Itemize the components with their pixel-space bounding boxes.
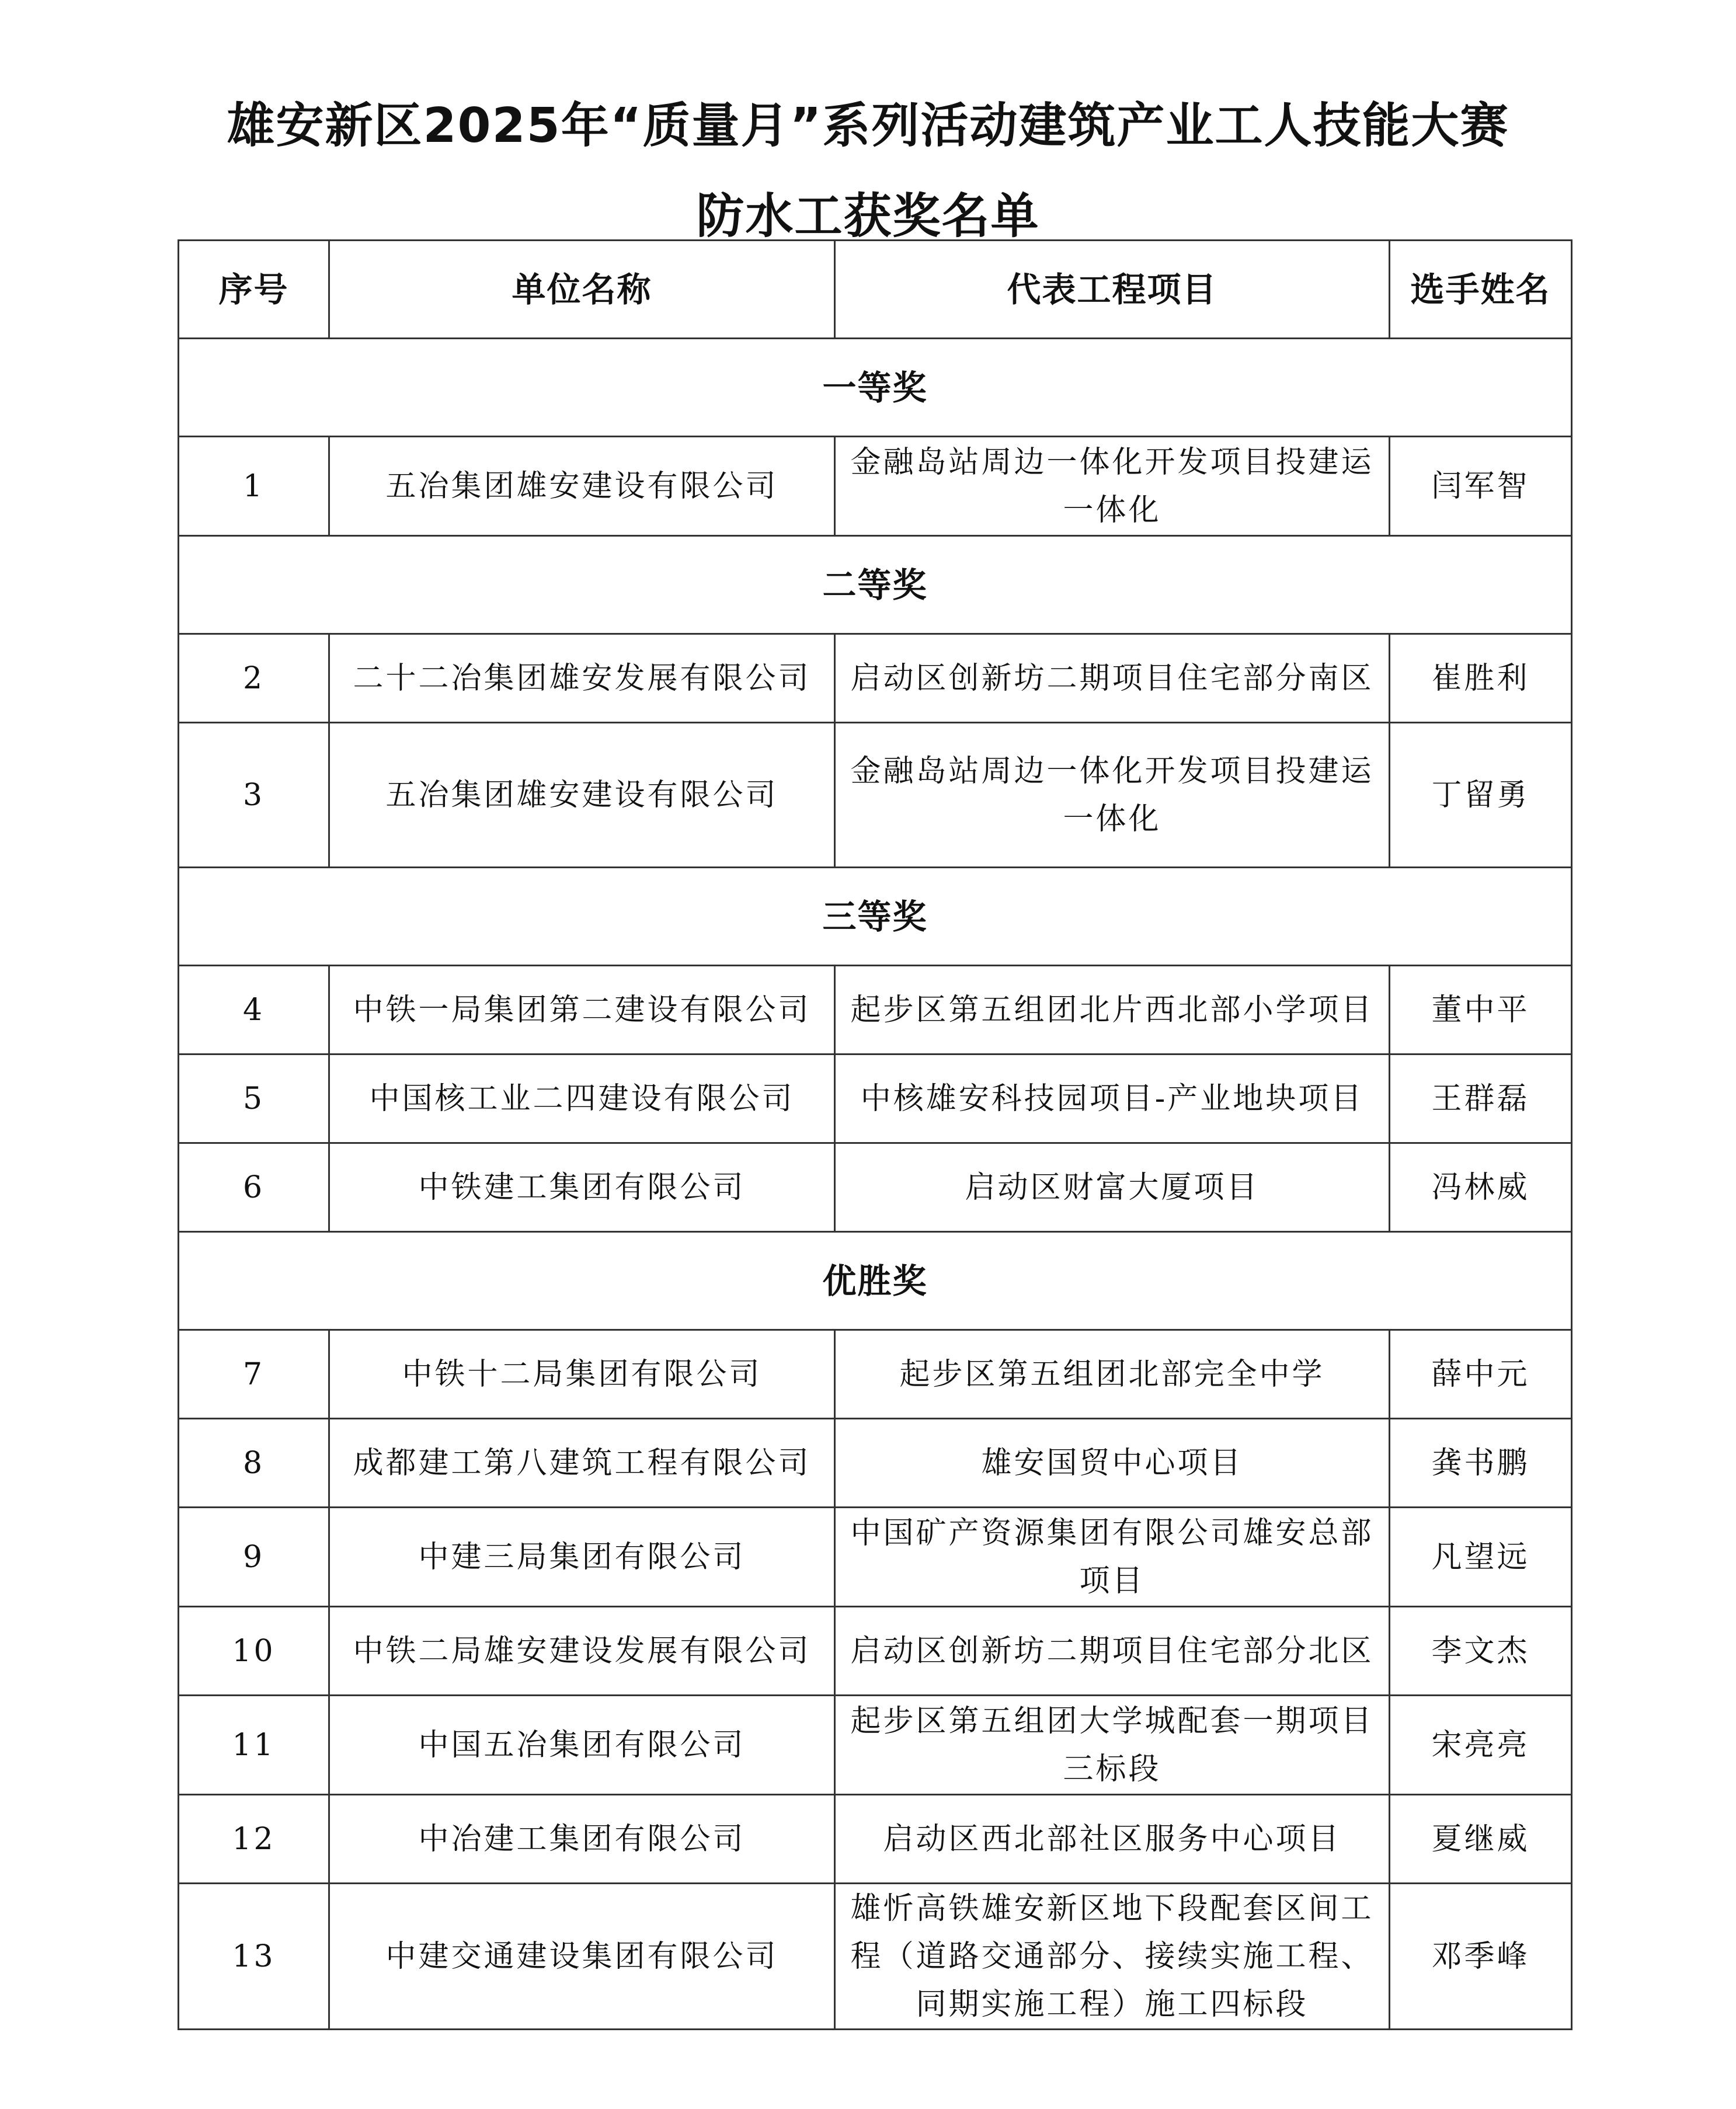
cell-project: 起步区第五组团大学城配套一期项目三标段 <box>835 1696 1390 1795</box>
cell-name: 冯林威 <box>1390 1143 1572 1232</box>
cell-project: 中核雄安科技园项目-产业地块项目 <box>835 1054 1390 1143</box>
cell-seq: 1 <box>179 437 329 536</box>
cell-seq: 10 <box>179 1607 329 1696</box>
cell-project: 启动区创新坊二期项目住宅部分北区 <box>835 1607 1390 1696</box>
table-row <box>179 723 1572 868</box>
section-label: 优胜奖 <box>179 1232 1572 1330</box>
cell-seq: 9 <box>179 1508 329 1607</box>
section-label: 一等奖 <box>179 339 1572 437</box>
section-row-third-prize <box>179 868 1572 966</box>
cell-seq: 7 <box>179 1330 329 1419</box>
table-row <box>179 634 1572 723</box>
cell-project: 中国矿产资源集团有限公司雄安总部项目 <box>835 1508 1390 1607</box>
table-row <box>179 1795 1572 1884</box>
cell-unit: 中铁十二局集团有限公司 <box>329 1330 835 1419</box>
cell-seq: 8 <box>179 1419 329 1508</box>
cell-unit: 二十二冶集团雄安发展有限公司 <box>329 634 835 723</box>
section-row-first-prize <box>179 339 1572 437</box>
table-row <box>179 1054 1572 1143</box>
cell-project: 金融岛站周边一体化开发项目投建运一体化 <box>835 723 1390 868</box>
cell-seq: 13 <box>179 1884 329 2030</box>
table-row <box>179 1330 1572 1419</box>
header-name: 选手姓名 <box>1390 241 1572 339</box>
table-row <box>179 1607 1572 1696</box>
table-row <box>179 1508 1572 1607</box>
cell-seq: 5 <box>179 1054 329 1143</box>
header-unit: 单位名称 <box>329 241 835 339</box>
header-project: 代表工程项目 <box>835 241 1390 339</box>
cell-seq: 4 <box>179 966 329 1054</box>
cell-project: 起步区第五组团北片西北部小学项目 <box>835 966 1390 1054</box>
cell-name: 邓季峰 <box>1390 1884 1572 2030</box>
cell-project: 启动区财富大厦项目 <box>835 1143 1390 1232</box>
section-label: 二等奖 <box>179 536 1572 634</box>
cell-name: 凡望远 <box>1390 1508 1572 1607</box>
cell-project: 启动区西北部社区服务中心项目 <box>835 1795 1390 1884</box>
section-row-merit-prize <box>179 1232 1572 1330</box>
header-seq: 序号 <box>179 241 329 339</box>
cell-name: 董中平 <box>1390 966 1572 1054</box>
cell-name: 龚书鹏 <box>1390 1419 1572 1508</box>
cell-unit: 中国五冶集团有限公司 <box>329 1696 835 1795</box>
table-header-row <box>179 241 1572 339</box>
cell-seq: 11 <box>179 1696 329 1795</box>
cell-project: 金融岛站周边一体化开发项目投建运一体化 <box>835 437 1390 536</box>
table-row <box>179 437 1572 536</box>
cell-unit: 五冶集团雄安建设有限公司 <box>329 437 835 536</box>
cell-name: 闫军智 <box>1390 437 1572 536</box>
cell-unit: 中国核工业二四建设有限公司 <box>329 1054 835 1143</box>
cell-seq: 12 <box>179 1795 329 1884</box>
cell-unit: 中建三局集团有限公司 <box>329 1508 835 1607</box>
cell-name: 薛中元 <box>1390 1330 1572 1419</box>
cell-name: 王群磊 <box>1390 1054 1572 1143</box>
cell-unit: 中建交通建设集团有限公司 <box>329 1884 835 2030</box>
cell-name: 崔胜利 <box>1390 634 1572 723</box>
cell-unit: 中铁一局集团第二建设有限公司 <box>329 966 835 1054</box>
cell-seq: 3 <box>179 723 329 868</box>
cell-unit: 中铁二局雄安建设发展有限公司 <box>329 1607 835 1696</box>
cell-unit: 中冶建工集团有限公司 <box>329 1795 835 1884</box>
table-row <box>179 1143 1572 1232</box>
table-row <box>179 1884 1572 2030</box>
table-row <box>179 966 1572 1054</box>
table-row <box>179 1696 1572 1795</box>
cell-seq: 6 <box>179 1143 329 1232</box>
award-table <box>178 239 1573 2030</box>
cell-project: 启动区创新坊二期项目住宅部分南区 <box>835 634 1390 723</box>
section-row-second-prize <box>179 536 1572 634</box>
cell-unit: 中铁建工集团有限公司 <box>329 1143 835 1232</box>
cell-project: 雄忻高铁雄安新区地下段配套区间工程（道路交通部分、接续实施工程、同期实施工程）施工四标段 <box>835 1884 1390 2030</box>
table-row <box>179 1419 1572 1508</box>
cell-name: 宋亮亮 <box>1390 1696 1572 1795</box>
cell-unit: 五冶集团雄安建设有限公司 <box>329 723 835 868</box>
cell-name: 夏继威 <box>1390 1795 1572 1884</box>
document-subtitle: 防水工获奖名单 <box>696 189 1040 244</box>
cell-seq: 2 <box>179 634 329 723</box>
cell-unit: 成都建工第八建筑工程有限公司 <box>329 1419 835 1508</box>
cell-name: 丁留勇 <box>1390 723 1572 868</box>
cell-name: 李文杰 <box>1390 1607 1572 1696</box>
cell-project: 雄安国贸中心项目 <box>835 1419 1390 1508</box>
document-title: 雄安新区2025年“质量月”系列活动建筑产业工人技能大赛 <box>227 98 1509 154</box>
cell-project: 起步区第五组团北部完全中学 <box>835 1330 1390 1419</box>
section-label: 三等奖 <box>179 868 1572 966</box>
